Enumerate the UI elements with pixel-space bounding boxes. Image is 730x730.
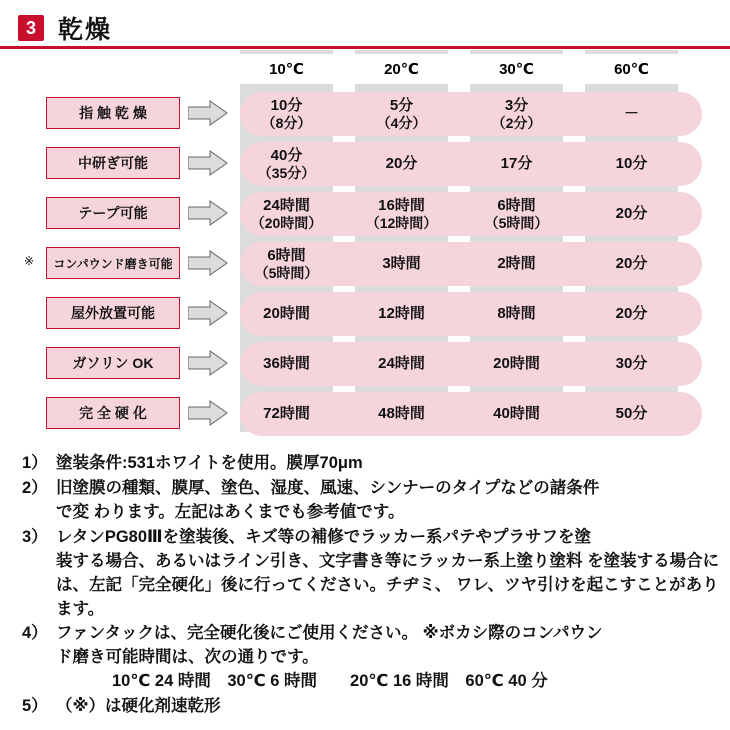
note-body <box>56 622 722 694</box>
table-row <box>0 92 730 138</box>
cell-0-3: － <box>623 105 639 123</box>
cell-2-0: 24時間 （20時間） <box>250 197 323 231</box>
table-row <box>0 292 730 338</box>
note-number: 1） <box>22 454 48 472</box>
cell-0-2: 3分 （2分） <box>491 97 542 131</box>
cell-6-3: 50分 <box>615 405 648 423</box>
note-text-cont: ド磨き可能時間は、次の通りです。 <box>56 648 319 667</box>
column-header-0: 10℃ <box>240 54 333 84</box>
note-item <box>22 452 722 476</box>
cell-1-3: 10分 <box>615 155 648 173</box>
table-row <box>0 342 730 388</box>
cell-5-1: 24時間 <box>378 355 425 373</box>
note-text-cont: で変 わります。左記はあくまでも参考値です。 <box>56 502 405 521</box>
table-row <box>0 142 730 188</box>
table-row <box>0 242 730 288</box>
cell-3-2: 2時間 <box>497 255 536 273</box>
notes-list <box>22 452 722 720</box>
cell-3-0: 6時間 （5時間） <box>254 247 319 281</box>
cell-3-3: 20分 <box>615 255 648 273</box>
note-text: （※）は硬化剤速乾形 <box>56 697 221 716</box>
note-number: 3） <box>22 527 48 546</box>
arrow-icon <box>188 400 228 426</box>
row-label-6: 完 全 硬 化 <box>46 397 180 429</box>
note-item <box>22 622 722 694</box>
note-body <box>56 477 722 525</box>
row-label-2: テープ可能 <box>46 197 180 229</box>
note-text: 旧塗膜の種類、膜厚、塗色、湿度、風速、シンナーのタイプなどの諸条件 <box>56 478 600 497</box>
row-label-3: コンパウンド磨き可能 <box>46 247 180 279</box>
column-header-1: 20℃ <box>355 54 448 84</box>
column-header-2: 30℃ <box>470 54 563 84</box>
arrow-icon <box>188 350 228 376</box>
note-item <box>22 695 722 719</box>
note-text: レタンPG80Ⅲを塗装後、キズ等の補修でラッカー系パテやプラサフを塗 <box>56 527 591 546</box>
note-number: 2） <box>22 478 48 497</box>
cell-2-2: 6時間 （5時間） <box>484 197 549 231</box>
row-label-0: 指 触 乾 燥 <box>46 97 180 129</box>
arrow-icon <box>188 100 228 126</box>
cell-1-0: 40分 （35分） <box>257 147 316 181</box>
drying-time-table <box>0 50 730 442</box>
note-item <box>22 526 722 622</box>
section-number-badge: 3 <box>18 15 44 41</box>
arrow-icon <box>188 300 228 326</box>
cell-6-1: 48時間 <box>378 405 425 423</box>
note-text: ファンタックは、完全硬化後にご使用ください。 ※ボカシ際のコンパウン <box>56 624 603 643</box>
cell-0-1: 5分 （4分） <box>376 97 427 131</box>
cell-5-3: 30分 <box>615 355 648 373</box>
cell-5-0: 36時間 <box>263 355 310 373</box>
arrow-icon <box>188 150 228 176</box>
note-item <box>22 477 722 525</box>
row-label-1: 中研ぎ可能 <box>46 147 180 179</box>
note-text-cont: 装する場合、あるいはライン引き、文字書き等にラッカー系上塗り塗料 を塗装する場合には、左記「完全硬化」後に行ってください。チヂミ、 ワレ、ツヤ引けを起こすことがあります。 <box>56 551 720 618</box>
cell-1-1: 20分 <box>385 155 418 173</box>
note-body <box>56 526 722 622</box>
arrow-icon <box>188 250 228 276</box>
table-row <box>0 392 730 438</box>
note-text: 塗装条件:531ホワイトを使用。膜厚70μm <box>56 454 363 472</box>
cell-1-2: 17分 <box>500 155 533 173</box>
cell-6-0: 72時間 <box>263 405 310 423</box>
note-number: 5） <box>22 697 48 716</box>
header-divider <box>0 46 730 49</box>
page-title: 乾燥 <box>58 16 113 44</box>
cell-4-1: 12時間 <box>378 305 425 323</box>
row-label-4: 屋外放置可能 <box>46 297 180 329</box>
cell-4-2: 8時間 <box>497 305 536 323</box>
cell-4-3: 20分 <box>615 305 648 323</box>
cell-3-1: 3時間 <box>382 255 421 273</box>
table-row <box>0 192 730 238</box>
section-header <box>18 10 112 46</box>
note-body <box>56 452 722 476</box>
cell-6-2: 40時間 <box>493 405 540 423</box>
cell-5-2: 20時間 <box>493 355 540 373</box>
arrow-icon <box>188 200 228 226</box>
cell-2-3: 20分 <box>615 205 648 223</box>
row-label-5: ガソリン OK <box>46 347 180 379</box>
column-header-3: 60℃ <box>585 54 678 84</box>
note-number: 4） <box>22 624 48 643</box>
note-text-sub: 10℃ 24 時間 30℃ 6 時間 20℃ 16 時間 60℃ 40 分 <box>112 672 548 691</box>
cell-2-1: 16時間 （12時間） <box>365 197 438 231</box>
note-body <box>56 695 722 719</box>
row-footnote-mark: ※ <box>24 254 35 268</box>
cell-4-0: 20時間 <box>263 305 310 323</box>
cell-0-0: 10分 （8分） <box>261 97 312 131</box>
